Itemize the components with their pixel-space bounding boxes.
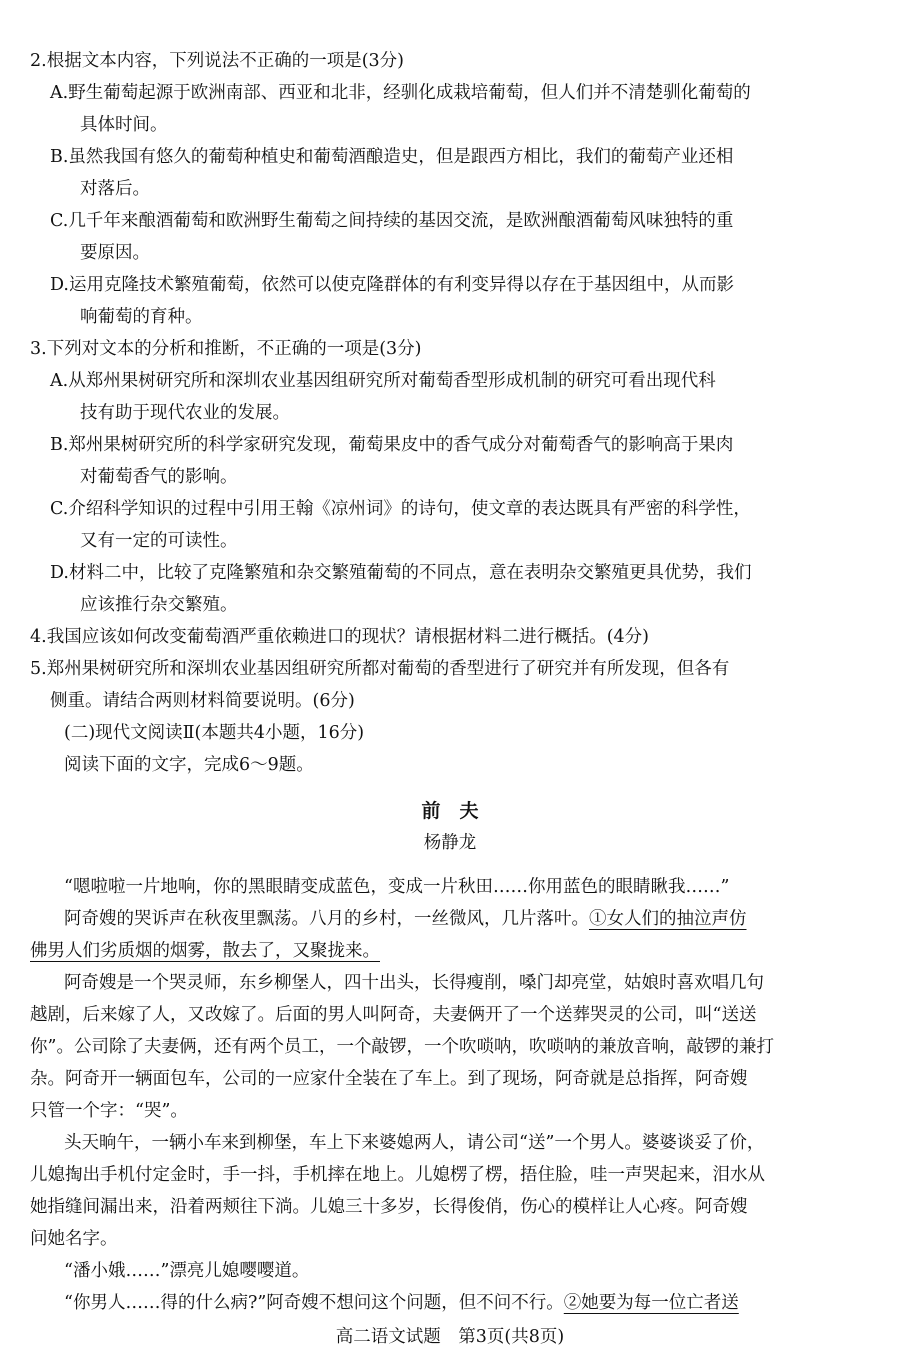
- story-paragraph-4: 头天晌午，一辆小车来到柳堡，车上下来婆媳两人，请公司“送”一个男人。婆婆谈妥了价，: [64, 1133, 765, 1153]
- q3-option-b-cont: 对葡萄香气的影响。: [80, 467, 238, 487]
- q2-option-b-cont: 对落后。: [80, 179, 150, 199]
- story-title: 前 夫: [421, 800, 479, 822]
- story-paragraph-4-line-4: 问她名字。: [30, 1229, 118, 1249]
- story-paragraph-2-cont: [30, 936, 380, 966]
- page-footer: 高二语文试题 第3页(共8页): [335, 1327, 565, 1347]
- story-paragraph-3-line-4: 杂。阿奇开一辆面包车，公司的一应家什全装在了车上。到了现场，阿奇就是总指挥，阿奇嫂: [30, 1069, 748, 1089]
- section-instruction: 阅读下面的文字，完成6～9题。: [64, 755, 314, 775]
- story-text: 阿奇嫂的哭诉声在秋夜里飘荡。八月的乡村，一丝微风，几片落叶。: [64, 909, 589, 929]
- q2-option-b: B.虽然我国有悠久的葡萄种植史和葡萄酒酿造史，但是跟西方相比，我们的葡萄产业还相: [50, 147, 734, 167]
- story-paragraph-3-line-2: 越剧，后来嫁了人，又改嫁了。后面的男人叫阿奇，夫妻俩开了一个送葬哭灵的公司，叫“送送: [30, 1005, 757, 1025]
- q2-option-c-cont: 要原因。: [80, 243, 150, 263]
- q3-option-c-cont: 又有一定的可读性。: [80, 531, 238, 551]
- q3-option-a: A.从郑州果树研究所和深圳农业基因组研究所对葡萄香型形成机制的研究可看出现代科: [50, 371, 716, 391]
- q3-option-b: B.郑州果树研究所的科学家研究发现，葡萄果皮中的香气成分对葡萄香气的影响高于果肉: [50, 435, 734, 455]
- q5-stem-cont: 侧重。请结合两则材料简要说明。(6分): [50, 691, 355, 711]
- story-paragraph-3-line-5: 只管一个字：“哭”。: [30, 1101, 188, 1121]
- story-paragraph-6: [64, 1288, 739, 1318]
- story-author: 杨静龙: [423, 833, 477, 853]
- q3-stem: 3.下列对文本的分析和推断，不正确的一项是(3分): [30, 339, 422, 359]
- q3-option-d: D.材料二中，比较了克隆繁殖和杂交繁殖葡萄的不同点，意在表明杂交繁殖更具优势，我们: [50, 563, 752, 583]
- story-paragraph-4-line-2: 儿媳掏出手机付定金时，手一抖，手机摔在地上。儿媳楞了楞，捂住脸，哇一声哭起来，泪水从: [30, 1165, 765, 1185]
- q5-stem: 5.郑州果树研究所和深圳农业基因组研究所都对葡萄的香型进行了研究并有所发现，但各有: [30, 659, 730, 679]
- underlined-sentence-2: ②她要为每一位亡者送: [563, 1293, 739, 1313]
- q2-option-d-cont: 响葡萄的育种。: [80, 307, 203, 327]
- q2-option-a: A.野生葡萄起源于欧洲南部、西亚和北非，经驯化成栽培葡萄，但人们并不清楚驯化葡萄的: [50, 83, 751, 103]
- q3-option-a-cont: 技有助于现代农业的发展。: [80, 403, 290, 423]
- q3-option-c: C.介绍科学知识的过程中引用王翰《凉州词》的诗句，使文章的表达既具有严密的科学性，: [50, 499, 751, 519]
- q2-option-a-cont: 具体时间。: [80, 115, 168, 135]
- q3-option-d-cont: 应该推行杂交繁殖。: [80, 595, 238, 615]
- underlined-sentence-1-cont: 佛男人们劣质烟的烟雾，散去了，又聚拢来。: [30, 941, 380, 961]
- section-heading: (二)现代文阅读Ⅱ(本题共4小题，16分): [64, 723, 365, 743]
- q2-stem: 2.根据文本内容，下列说法不正确的一项是(3分): [30, 51, 404, 71]
- story-paragraph-5: “潘小娥……”漂亮儿媳嘤嘤道。: [64, 1261, 310, 1281]
- underlined-sentence-1: ①女人们的抽泣声仿: [589, 909, 747, 929]
- story-paragraph-4-line-3: 她指缝间漏出来，沿着两颊往下淌。儿媳三十多岁，长得俊俏，伤心的模样让人心疼。阿奇嫂: [30, 1197, 748, 1217]
- story-paragraph-1: “嗯啦啦一片地响，你的黑眼睛变成蓝色，变成一片秋田……你用蓝色的眼睛瞅我……”: [64, 877, 730, 897]
- q2-option-d: D.运用克隆技术繁殖葡萄，依然可以使克隆群体的有利变异得以存在于基因组中，从而影: [50, 275, 734, 295]
- story-paragraph-2: [64, 904, 747, 934]
- story-paragraph-3: 阿奇嫂是一个哭灵师，东乡柳堡人，四十出头，长得瘦削，嗓门却亮堂，姑娘时喜欢唱几句: [64, 973, 764, 993]
- q2-option-c: C.几千年来酿酒葡萄和欧洲野生葡萄之间持续的基因交流，是欧洲酿酒葡萄风味独特的重: [50, 211, 734, 231]
- q4-stem: 4.我国应该如何改变葡萄酒严重依赖进口的现状？请根据材料二进行概括。(4分): [30, 627, 649, 647]
- story-text: “你男人……得的什么病?”阿奇嫂不想问这个问题，但不问不行。: [64, 1293, 564, 1313]
- story-paragraph-3-line-3: 你”。公司除了夫妻俩，还有两个员工，一个敲锣，一个吹唢呐，吹唢呐的兼放音响，敲锣的兼打: [30, 1037, 774, 1057]
